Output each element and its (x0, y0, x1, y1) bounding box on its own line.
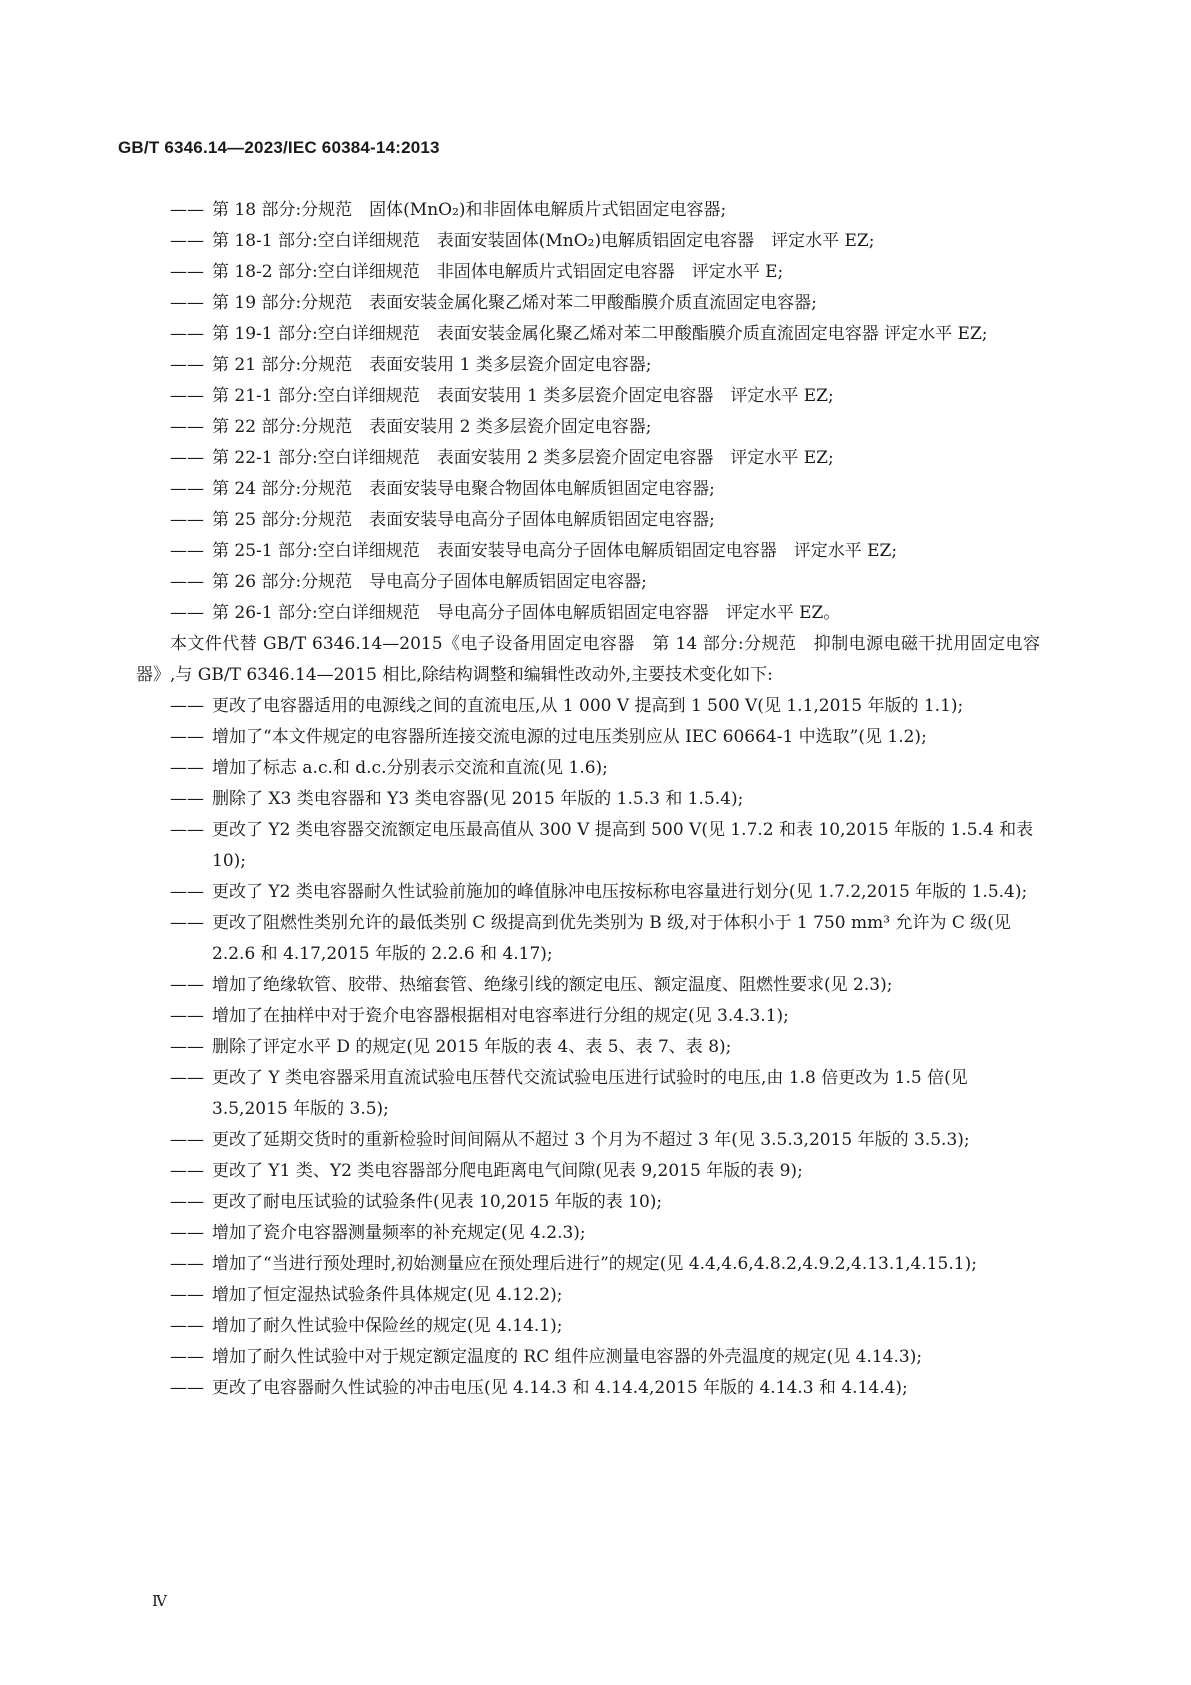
list-item (170, 1032, 1040, 1063)
list-item (170, 1249, 1040, 1280)
list-item-text: 第 18-2 部分:空白详细规范 非固体电解质片式铝固定电容器 评定水平 E; (212, 262, 784, 282)
list-item-text: 第 22-1 部分:空白详细规范 表面安装用 2 类多层瓷介固定电容器 评定水平 EZ; (212, 448, 834, 468)
list-dash: —— (170, 1254, 204, 1274)
list-dash: —— (170, 417, 204, 437)
list-dash: —— (170, 1037, 204, 1057)
list-item (170, 319, 1040, 350)
list-item-text: 第 21-1 部分:空白详细规范 表面安装用 1 类多层瓷介固定电容器 评定水平 EZ; (212, 386, 834, 406)
list-dash: —— (170, 479, 204, 499)
list-item-text: 增加了在抽样中对于瓷介电容器根据相对电容率进行分组的规定(见 3.4.3.1); (212, 1006, 789, 1026)
list-item-text: 第 26 部分:分规范 导电高分子固体电解质铝固定电容器; (212, 572, 647, 592)
list-item (170, 908, 1040, 970)
list-item-text: 更改了阻燃性类别允许的最低类别 C 级提高到优先类别为 B 级,对于体积小于 1 750 mm³ 允许为 C 级(见 2.2.6 和 4.17,2015 年版的 2.2.6 和 4.17); (212, 913, 1011, 964)
list-item (170, 567, 1040, 598)
list-dash: —— (170, 882, 204, 902)
list-item (170, 350, 1040, 381)
list-dash: —— (170, 975, 204, 995)
list-item (170, 536, 1040, 567)
list-item (170, 1063, 1040, 1125)
list-item (170, 443, 1040, 474)
list-item-text: 第 25 部分:分规范 表面安装导电高分子固体电解质铝固定电容器; (212, 510, 715, 530)
list-item-text: 第 18-1 部分:空白详细规范 表面安装固体(MnO₂)电解质铝固定电容器 评定水平 EZ; (212, 231, 875, 251)
list-dash: —— (170, 727, 204, 747)
list-item-text: 第 26-1 部分:空白详细规范 导电高分子固体电解质铝固定电容器 评定水平 EZ。 (212, 603, 841, 623)
list-item-text: 更改了 Y 类电容器采用直流试验电压替代交流试验电压进行试验时的电压,由 1.8 倍更改为 1.5 倍(见 3.5,2015 年版的 3.5); (212, 1068, 968, 1119)
list-item-text: 第 21 部分:分规范 表面安装用 1 类多层瓷介固定电容器; (212, 355, 652, 375)
list-dash: —— (170, 789, 204, 809)
list-dash: —— (170, 1130, 204, 1150)
list-item-text: 更改了延期交货时的重新检验时间间隔从不超过 3 个月为不超过 3 年(见 3.5.3,2015 年版的 3.5.3); (212, 1130, 970, 1150)
list-item-text: 第 24 部分:分规范 表面安装导电聚合物固体电解质钽固定电容器; (212, 479, 715, 499)
list-dash: —— (170, 1316, 204, 1336)
list-dash: —— (170, 510, 204, 530)
list-dash: —— (170, 1192, 204, 1212)
list-item (170, 288, 1040, 319)
list-dash: —— (170, 1068, 204, 1088)
list-item-text: 第 18 部分:分规范 固体(MnO₂)和非固体电解质片式铝固定电容器; (212, 200, 727, 220)
list-item (170, 722, 1040, 753)
list-item (170, 1156, 1040, 1187)
list-dash: —— (170, 572, 204, 592)
list-item (170, 784, 1040, 815)
list-item (170, 753, 1040, 784)
list-item-text: 第 19 部分:分规范 表面安装金属化聚乙烯对苯二甲酸酯膜介质直流固定电容器; (212, 293, 817, 313)
list-item-text: 增加了耐久性试验中保险丝的规定(见 4.14.1); (212, 1316, 563, 1336)
list-item (170, 257, 1040, 288)
list-item (170, 970, 1040, 1001)
list-item-text: 更改了 Y2 类电容器交流额定电压最高值从 300 V 提高到 500 V(见 1.7.2 和表 10,2015 年版的 1.5.4 和表 10); (212, 820, 1034, 871)
list-item (170, 474, 1040, 505)
list-item-text: 删除了评定水平 D 的规定(见 2015 年版的表 4、表 5、表 7、表 8); (212, 1037, 732, 1057)
list-item (170, 877, 1040, 908)
list-item (170, 195, 1040, 226)
list-item-text: 增加了绝缘软管、胶带、热缩套管、绝缘引线的额定电压、额定温度、阻燃性要求(见 2.3); (212, 975, 893, 995)
list-dash: —— (170, 293, 204, 313)
list-dash: —— (170, 1347, 204, 1367)
list-item-text: 更改了 Y1 类、Y2 类电容器部分爬电距离电气间隙(见表 9,2015 年版的表 9); (212, 1161, 803, 1181)
list-item-text: 增加了耐久性试验中对于规定额定温度的 RC 组件应测量电容器的外壳温度的规定(见 4.14.3); (212, 1347, 923, 1367)
list-item-text: 更改了 Y2 类电容器耐久性试验前施加的峰值脉冲电压按标称电容量进行划分(见 1.7.2,2015 年版的 1.5.4); (212, 882, 1028, 902)
list-dash: —— (170, 1006, 204, 1026)
parts-list (170, 195, 1040, 629)
list-dash: —— (170, 448, 204, 468)
list-dash: —— (170, 355, 204, 375)
list-item-text: 第 25-1 部分:空白详细规范 表面安装导电高分子固体电解质铝固定电容器 评定水平 EZ; (212, 541, 898, 561)
list-dash: —— (170, 603, 204, 623)
list-item-text: 第 22 部分:分规范 表面安装用 2 类多层瓷介固定电容器; (212, 417, 652, 437)
list-item-text: 增加了瓷介电容器测量频率的补充规定(见 4.2.3); (212, 1223, 586, 1243)
list-item-text: 增加了“当进行预处理时,初始测量应在预处理后进行”的规定(见 4.4,4.6,4.8.2,4.9.2,4.13.1,4.15.1); (212, 1254, 977, 1274)
document-header: GB/T 6346.14—2023/IEC 60384-14:2013 (118, 138, 440, 157)
list-item (170, 1311, 1040, 1342)
list-item (170, 815, 1040, 877)
list-item (170, 1280, 1040, 1311)
list-item-text: 增加了“本文件规定的电容器所连接交流电源的过电压类别应从 IEC 60664-1 中选取”(见 1.2); (212, 727, 927, 747)
list-dash: —— (170, 200, 204, 220)
changes-list (170, 691, 1040, 1404)
list-item-text: 更改了耐电压试验的试验条件(见表 10,2015 年版的表 10); (212, 1192, 663, 1212)
list-item (170, 1125, 1040, 1156)
list-item (170, 1187, 1040, 1218)
list-item-text: 更改了电容器适用的电源线之间的直流电压,从 1 000 V 提高到 1 500 V(见 1.1,2015 年版的 1.1); (212, 696, 964, 716)
replacement-paragraph: 本文件代替 GB/T 6346.14—2015《电子设备用固定电容器 第 14 部分:分规范 抑制电源电磁干扰用固定电容器》,与 GB/T 6346.14—2015 相比,除结构调整和编辑性改动外,主要技术变化如下: (136, 634, 1040, 685)
list-item-text: 更改了电容器耐久性试验的冲击电压(见 4.14.3 和 4.14.4,2015 年版的 4.14.3 和 4.14.4); (212, 1378, 908, 1398)
list-item (170, 1342, 1040, 1373)
list-item (170, 381, 1040, 412)
list-dash: —— (170, 913, 204, 933)
list-dash: —— (170, 541, 204, 561)
list-dash: —— (170, 1161, 204, 1181)
list-item (170, 691, 1040, 722)
list-item-text: 增加了标志 a.c.和 d.c.分别表示交流和直流(见 1.6); (212, 758, 608, 778)
list-dash: —— (170, 758, 204, 778)
list-dash: —— (170, 1285, 204, 1305)
list-item (170, 598, 1040, 629)
list-item (170, 412, 1040, 443)
list-item (170, 226, 1040, 257)
list-item (170, 1218, 1040, 1249)
list-dash: —— (170, 262, 204, 282)
list-dash: —— (170, 696, 204, 716)
list-item-text: 删除了 X3 类电容器和 Y3 类电容器(见 2015 年版的 1.5.3 和 1.5.4); (212, 789, 744, 809)
list-item-text: 增加了恒定湿热试验条件具体规定(见 4.12.2); (212, 1285, 563, 1305)
list-dash: —— (170, 231, 204, 251)
list-dash: —— (170, 324, 204, 344)
list-item (170, 505, 1040, 536)
list-item-text: 第 19-1 部分:空白详细规范 表面安装金属化聚乙烯对苯二甲酸酯膜介质直流固定电容器 评定水平 EZ; (212, 324, 988, 344)
list-item (170, 1001, 1040, 1032)
document-body (136, 195, 1040, 1404)
list-dash: —— (170, 1223, 204, 1243)
page-number: Ⅳ (152, 1592, 167, 1610)
list-dash: —— (170, 1378, 204, 1398)
list-item (170, 1373, 1040, 1404)
list-dash: —— (170, 386, 204, 406)
list-dash: —— (170, 820, 204, 840)
